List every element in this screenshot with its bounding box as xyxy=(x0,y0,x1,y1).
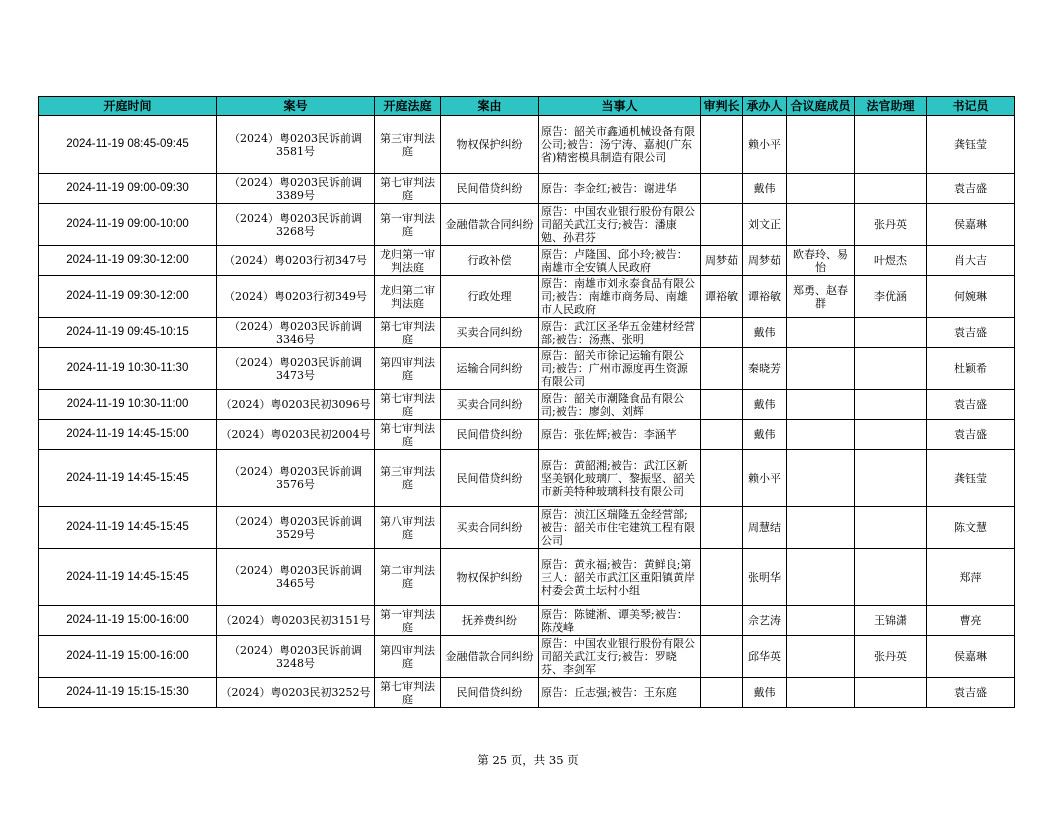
cell-cause: 行政补偿 xyxy=(441,246,539,276)
cell-court: 第七审判法庭 xyxy=(375,390,441,420)
cell-clerk: 袁吉盛 xyxy=(927,678,1015,708)
table-header-row xyxy=(39,97,1015,116)
cell-parties: 原告：李金红;被告：谢进华 xyxy=(539,174,701,204)
cell-case-no: （2024）粤0203民诉前调3268号 xyxy=(217,204,375,246)
cell-case-no: （2024）粤0203民诉前调3473号 xyxy=(217,348,375,390)
cell-parties: 原告：张佐辉;被告：李涵芊 xyxy=(539,420,701,450)
cell-time: 2024-11-19 14:45-15:45 xyxy=(39,450,217,507)
cell-parties: 原告：韶关市鑫通机械设备有限公司;被告：汤宁涛、嘉昶(广东省)精密模具制造有限公司 xyxy=(539,116,701,174)
cell-clerk: 袁吉盛 xyxy=(927,390,1015,420)
cell-handler: 张明华 xyxy=(743,549,787,606)
cell-handler: 戴伟 xyxy=(743,678,787,708)
cell-parties: 原告：中国农业银行股份有限公司韶关武江支行;被告：罗晓芬、李剑军 xyxy=(539,636,701,678)
cell-collegial xyxy=(787,420,855,450)
cell-presiding: 周梦茹 xyxy=(701,246,743,276)
cell-clerk: 龚钰莹 xyxy=(927,116,1015,174)
cell-time: 2024-11-19 10:30-11:30 xyxy=(39,348,217,390)
cell-court: 第七审判法庭 xyxy=(375,318,441,348)
cell-clerk: 杜颖希 xyxy=(927,348,1015,390)
cell-clerk: 侯嘉琳 xyxy=(927,204,1015,246)
cell-parties: 原告：韶关市潮隆食品有限公司;被告：廖剑、刘辉 xyxy=(539,390,701,420)
cell-collegial: 郑勇、赵春群 xyxy=(787,276,855,318)
cell-assistant: 李优涵 xyxy=(855,276,927,318)
cell-parties: 原告：武江区圣华五金建材经营部;被告：汤燕、张明 xyxy=(539,318,701,348)
header-handler: 承办人 xyxy=(743,97,787,116)
cell-court: 第二审判法庭 xyxy=(375,549,441,606)
page-footer: 第 25 页，共 35 页 xyxy=(477,753,579,767)
cell-court: 第四审判法庭 xyxy=(375,348,441,390)
cell-parties: 原告：黄永福;被告：黄鲜良;第三人：韶关市武江区重阳镇黄岸村委会黄土坛村小组 xyxy=(539,549,701,606)
cell-case-no: （2024）粤0203民诉前调3529号 xyxy=(217,507,375,549)
cell-time: 2024-11-19 15:00-16:00 xyxy=(39,636,217,678)
cell-collegial xyxy=(787,636,855,678)
cell-assistant xyxy=(855,116,927,174)
table-row xyxy=(39,549,1015,606)
cell-time: 2024-11-19 15:00-16:00 xyxy=(39,606,217,636)
cell-cause: 买卖合同纠纷 xyxy=(441,507,539,549)
cell-clerk: 郑萍 xyxy=(927,549,1015,606)
cell-presiding xyxy=(701,450,743,507)
cell-presiding xyxy=(701,348,743,390)
cell-court: 龙归第二审判法庭 xyxy=(375,276,441,318)
cell-handler: 戴伟 xyxy=(743,318,787,348)
cell-clerk: 何婉琳 xyxy=(927,276,1015,318)
cell-presiding xyxy=(701,636,743,678)
cell-collegial xyxy=(787,390,855,420)
cell-handler: 谭裕敏 xyxy=(743,276,787,318)
header-clerk: 书记员 xyxy=(927,97,1015,116)
cell-handler: 戴伟 xyxy=(743,390,787,420)
header-cause: 案由 xyxy=(441,97,539,116)
cell-handler: 秦晓芳 xyxy=(743,348,787,390)
table-row xyxy=(39,606,1015,636)
cell-handler: 戴伟 xyxy=(743,420,787,450)
table-row xyxy=(39,678,1015,708)
hearing-schedule-table xyxy=(38,96,1015,708)
cell-case-no: （2024）粤0203行初349号 xyxy=(217,276,375,318)
cell-presiding xyxy=(701,507,743,549)
cell-assistant: 张丹英 xyxy=(855,204,927,246)
cell-cause: 民间借贷纠纷 xyxy=(441,420,539,450)
cell-court: 第三审判法庭 xyxy=(375,450,441,507)
table-row xyxy=(39,420,1015,450)
cell-handler: 佘艺涛 xyxy=(743,606,787,636)
cell-handler: 刘文正 xyxy=(743,204,787,246)
cell-case-no: （2024）粤0203民诉前调3576号 xyxy=(217,450,375,507)
cell-court: 龙归第一审判法庭 xyxy=(375,246,441,276)
cell-cause: 抚养费纠纷 xyxy=(441,606,539,636)
table-row xyxy=(39,116,1015,174)
cell-handler: 周慧结 xyxy=(743,507,787,549)
cell-clerk: 袁吉盛 xyxy=(927,420,1015,450)
cell-assistant xyxy=(855,678,927,708)
cell-assistant xyxy=(855,390,927,420)
cell-clerk: 龚钰莹 xyxy=(927,450,1015,507)
cell-time: 2024-11-19 09:45-10:15 xyxy=(39,318,217,348)
cell-presiding xyxy=(701,390,743,420)
cell-handler: 赖小平 xyxy=(743,450,787,507)
cell-clerk: 曹亮 xyxy=(927,606,1015,636)
cell-collegial xyxy=(787,318,855,348)
cell-court: 第三审判法庭 xyxy=(375,116,441,174)
table-row xyxy=(39,318,1015,348)
cell-clerk: 陈文慧 xyxy=(927,507,1015,549)
cell-assistant xyxy=(855,450,927,507)
cell-time: 2024-11-19 10:30-11:00 xyxy=(39,390,217,420)
cell-time: 2024-11-19 14:45-15:45 xyxy=(39,549,217,606)
cell-assistant xyxy=(855,318,927,348)
cell-court: 第一审判法庭 xyxy=(375,204,441,246)
cell-court: 第一审判法庭 xyxy=(375,606,441,636)
cell-collegial xyxy=(787,507,855,549)
cell-collegial xyxy=(787,116,855,174)
cell-time: 2024-11-19 14:45-15:45 xyxy=(39,507,217,549)
cell-assistant xyxy=(855,549,927,606)
table-row xyxy=(39,390,1015,420)
cell-court: 第七审判法庭 xyxy=(375,174,441,204)
cell-case-no: （2024）粤0203民初3252号 xyxy=(217,678,375,708)
cell-cause: 金融借款合同纠纷 xyxy=(441,636,539,678)
cell-cause: 物权保护纠纷 xyxy=(441,116,539,174)
cell-time: 2024-11-19 09:00-09:30 xyxy=(39,174,217,204)
cell-case-no: （2024）粤0203民初3096号 xyxy=(217,390,375,420)
table-row xyxy=(39,348,1015,390)
cell-case-no: （2024）粤0203民初3151号 xyxy=(217,606,375,636)
cell-case-no: （2024）粤0203民初2004号 xyxy=(217,420,375,450)
cell-time: 2024-11-19 09:00-10:00 xyxy=(39,204,217,246)
cell-cause: 物权保护纠纷 xyxy=(441,549,539,606)
cell-assistant: 叶煜杰 xyxy=(855,246,927,276)
cell-cause: 运输合同纠纷 xyxy=(441,348,539,390)
table-row xyxy=(39,636,1015,678)
table-row xyxy=(39,174,1015,204)
header-collegial: 合议庭成员 xyxy=(787,97,855,116)
cell-presiding xyxy=(701,606,743,636)
cell-presiding xyxy=(701,174,743,204)
cell-assistant xyxy=(855,507,927,549)
cell-parties: 原告：南雄市刘永泰食品有限公司;被告：南雄市商务局、南雄市人民政府 xyxy=(539,276,701,318)
cell-case-no: （2024）粤0203民诉前调3581号 xyxy=(217,116,375,174)
table-row xyxy=(39,450,1015,507)
cell-court: 第四审判法庭 xyxy=(375,636,441,678)
cell-clerk: 肖大吉 xyxy=(927,246,1015,276)
cell-handler: 周梦茹 xyxy=(743,246,787,276)
cell-presiding xyxy=(701,204,743,246)
table-row xyxy=(39,204,1015,246)
cell-time: 2024-11-19 09:30-12:00 xyxy=(39,246,217,276)
cell-assistant: 王锦潇 xyxy=(855,606,927,636)
header-court: 开庭法庭 xyxy=(375,97,441,116)
cell-collegial xyxy=(787,450,855,507)
cell-parties: 原告：中国农业银行股份有限公司韶关武江支行;被告：潘康勉、孙君芬 xyxy=(539,204,701,246)
header-presiding: 审判长 xyxy=(701,97,743,116)
cell-presiding xyxy=(701,549,743,606)
cell-cause: 民间借贷纠纷 xyxy=(441,450,539,507)
table-row xyxy=(39,507,1015,549)
cell-case-no: （2024）粤0203民诉前调3389号 xyxy=(217,174,375,204)
header-assistant: 法官助理 xyxy=(855,97,927,116)
table-row xyxy=(39,276,1015,318)
header-case-no: 案号 xyxy=(217,97,375,116)
cell-case-no: （2024）粤0203行初347号 xyxy=(217,246,375,276)
cell-collegial: 欧春玲、易怡 xyxy=(787,246,855,276)
cell-assistant xyxy=(855,174,927,204)
cell-time: 2024-11-19 09:30-12:00 xyxy=(39,276,217,318)
cell-case-no: （2024）粤0203民诉前调3248号 xyxy=(217,636,375,678)
header-parties: 当事人 xyxy=(539,97,701,116)
cell-assistant xyxy=(855,420,927,450)
cell-handler: 戴伟 xyxy=(743,174,787,204)
cell-case-no: （2024）粤0203民诉前调3465号 xyxy=(217,549,375,606)
cell-cause: 行政处理 xyxy=(441,276,539,318)
cell-collegial xyxy=(787,549,855,606)
cell-clerk: 袁吉盛 xyxy=(927,174,1015,204)
cell-assistant xyxy=(855,348,927,390)
cell-presiding: 谭裕敏 xyxy=(701,276,743,318)
cell-court: 第七审判法庭 xyxy=(375,420,441,450)
cell-assistant: 张丹英 xyxy=(855,636,927,678)
cell-cause: 金融借款合同纠纷 xyxy=(441,204,539,246)
cell-presiding xyxy=(701,420,743,450)
cell-time: 2024-11-19 14:45-15:00 xyxy=(39,420,217,450)
cell-time: 2024-11-19 08:45-09:45 xyxy=(39,116,217,174)
cell-presiding xyxy=(701,318,743,348)
cell-presiding xyxy=(701,678,743,708)
cell-parties: 原告：韶关市徐记运输有限公司;被告：广州市源度再生资源有限公司 xyxy=(539,348,701,390)
cell-cause: 买卖合同纠纷 xyxy=(441,390,539,420)
table-row xyxy=(39,246,1015,276)
cell-court: 第七审判法庭 xyxy=(375,678,441,708)
cell-court: 第八审判法庭 xyxy=(375,507,441,549)
cell-collegial xyxy=(787,348,855,390)
cell-handler: 赖小平 xyxy=(743,116,787,174)
cell-parties: 原告：黄韶湘;被告：武江区新坚美钢化玻璃厂、黎振坚、韶关市新美特种玻璃科技有限公司 xyxy=(539,450,701,507)
cell-clerk: 侯嘉琳 xyxy=(927,636,1015,678)
cell-parties: 原告：丘志强;被告：王东庭 xyxy=(539,678,701,708)
cell-parties: 原告：陈键淅、谭美琴;被告：陈茂峰 xyxy=(539,606,701,636)
cell-time: 2024-11-19 15:15-15:30 xyxy=(39,678,217,708)
cell-cause: 买卖合同纠纷 xyxy=(441,318,539,348)
cell-parties: 原告：浈江区瑞隆五金经营部;被告：韶关市住宅建筑工程有限公司 xyxy=(539,507,701,549)
cell-collegial xyxy=(787,678,855,708)
cell-case-no: （2024）粤0203民诉前调3346号 xyxy=(217,318,375,348)
cell-cause: 民间借贷纠纷 xyxy=(441,678,539,708)
cell-collegial xyxy=(787,204,855,246)
cell-cause: 民间借贷纠纷 xyxy=(441,174,539,204)
cell-collegial xyxy=(787,606,855,636)
cell-handler: 邱华英 xyxy=(743,636,787,678)
cell-collegial xyxy=(787,174,855,204)
cell-parties: 原告：卢隆国、邱小玲;被告：南雄市全安镇人民政府 xyxy=(539,246,701,276)
cell-clerk: 袁吉盛 xyxy=(927,318,1015,348)
cell-presiding xyxy=(701,116,743,174)
header-time: 开庭时间 xyxy=(39,97,217,116)
